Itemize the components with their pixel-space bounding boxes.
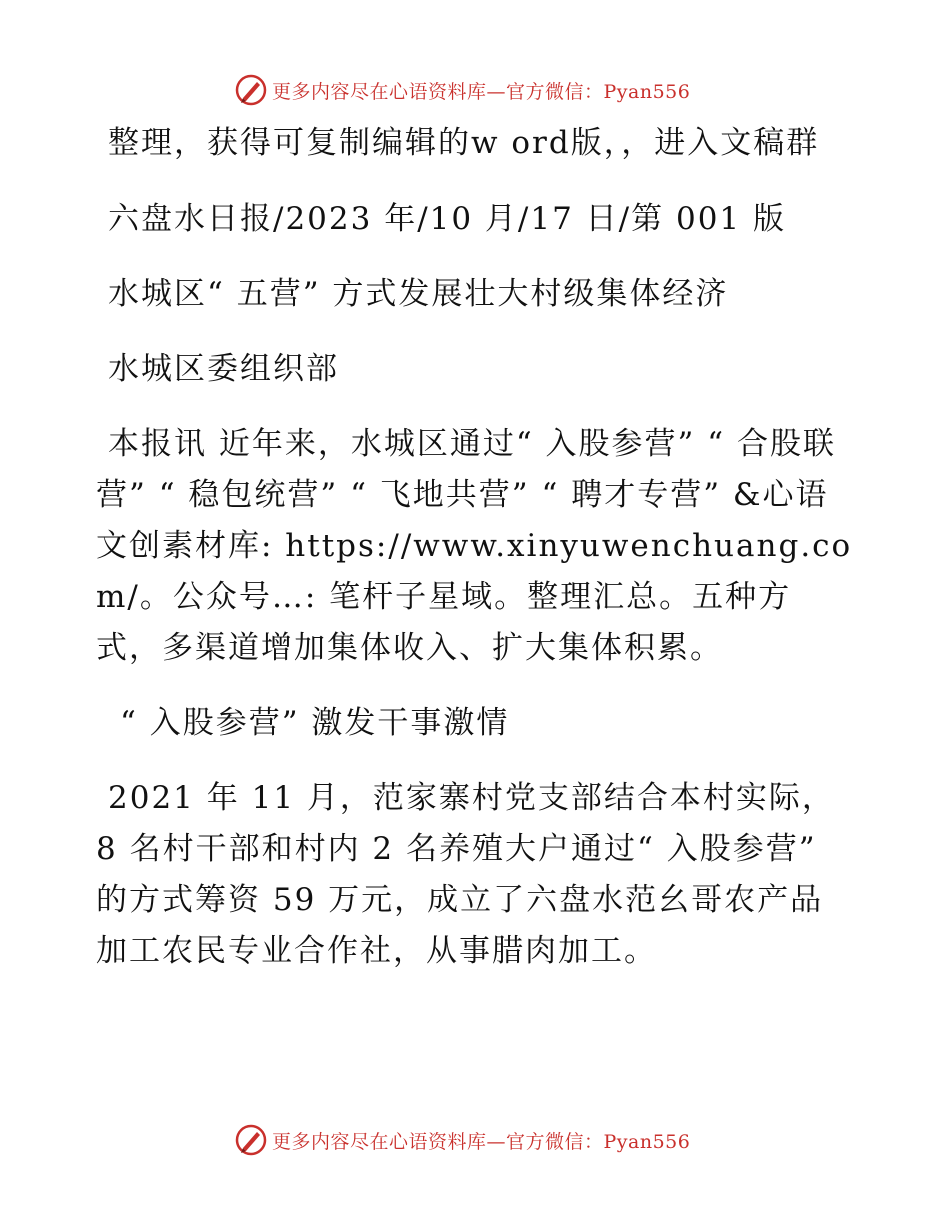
header-watermark [0,70,950,110]
footer-watermark [0,1120,950,1160]
source-line: 六盘水日报/2023 年/10 月/17 日/第 001 版 [108,201,787,237]
document-body [96,118,856,1001]
watermark-text: 更多内容尽在心语资料库—官方微信：Pyan556 [272,80,691,103]
pen-logo-icon [234,1123,268,1157]
watermark-text: 更多内容尽在心语资料库—官方微信：Pyan556 [272,1130,691,1153]
article-headline: 水城区“ 五营” 方式发展壮大村级集体经济 [108,276,729,312]
article-author: 水城区委组织部 [108,351,339,387]
subheading-1: “ 入股参营” 激发干事激情 [120,705,510,741]
intro-note: 整理，获得可复制编辑的w ord版，，进入文稿群 [108,125,820,161]
paragraph-2: 2021 年 11 月，范家寨村党支部结合本村实际，8 名村干部和村内 2 名养殖大户通过“ 入股参营” 的方式筹资 59 万元，成立了六盘水范幺哥农产品加工农民专业合作社，从事腊肉加工。 [96,780,835,969]
pen-logo-icon [234,73,268,107]
paragraph-1: 本报讯 近年来，水城区通过“ 入股参营” “ 合股联营” “ 稳包统营” “ 飞地共营” “ 聘才专营” &心语文创素材库: https://www.xinyuwenchuang.com/。公众号…: 笔杆子星域。整理汇总。五种方式，多渠道增加集体收入、扩大集体积累。 [96,426,853,666]
